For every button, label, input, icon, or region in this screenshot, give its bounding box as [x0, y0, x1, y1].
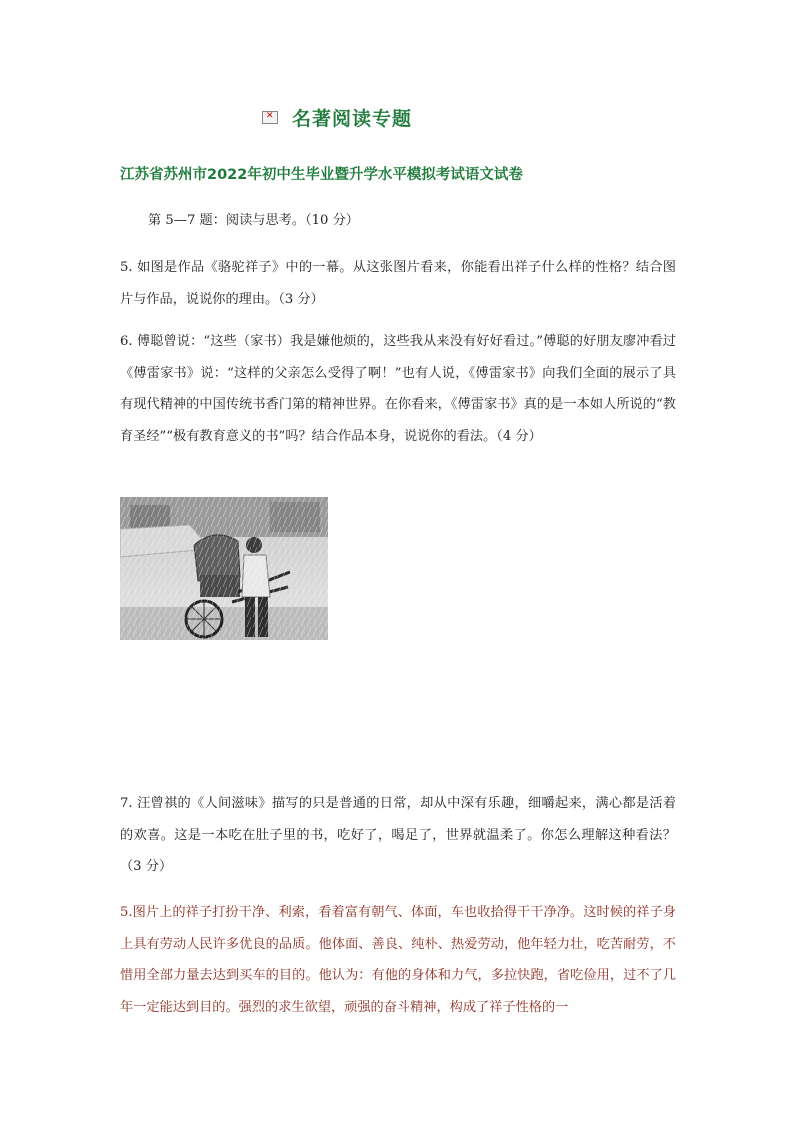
question-6: 6. 傅聪曾说：“这些（家书）我是嫌他烦的，这些我从来没有好好看过。”傅聪的好朋友廖冲看过《傅雷家书》说：“这样的父亲怎么受得了啊！”也有人说，《傅雷家书》向我们全面的展示了具有现代精神的中国传统书香门第的精神世界。在你看来，《傅雷家书》真的是一本如人所说的“教育圣经”“极有教育意义的书”吗？结合作品本身，说说你的看法。（4 分）	[120, 334, 676, 444]
broken-image-icon	[262, 111, 278, 124]
exam-source-title: 江苏省苏州市2022年初中生毕业暨升学水平模拟考试语文试卷	[120, 167, 523, 183]
page-title: 名著阅读专题	[292, 108, 413, 130]
question-7: 7. 汪曾祺的《人间滋味》描写的只是普通的日常，却从中深有乐趣，细嚼起来，满心都是活着的欢喜。这是一本吃在肚子里的书，吃好了，喝足了，世界就温柔了。你怎么理解这种看法？（3 分）	[120, 796, 676, 874]
answer-5: 5.图片上的祥子打扮干净、利索，看着富有朝气、体面，车也收拾得干干净净。这时候的祥子身上具有劳动人民许多优良的品质。他体面、善良、纯朴、热爱劳动，他年轻力壮，吃苦耐劳，不惜用全部力量去达到买车的目的。他认为：有他的身体和力气，多拉快跑，省吃俭用，过不了几年一定能达到目的。强烈的求生欲望，顽强的奋斗精神，构成了祥子性格的一	[120, 905, 676, 1015]
section-heading: 第 5—7 题：阅读与思考。（10 分）	[148, 213, 359, 228]
question-5: 5. 如图是作品《骆驼祥子》中的一幕。从这张图片看来，你能看出祥子什么样的性格？结合图片与作品，说说你的理由。（3 分）	[120, 260, 676, 307]
title-row	[262, 104, 412, 131]
rickshaw-puller-photo	[120, 497, 328, 640]
